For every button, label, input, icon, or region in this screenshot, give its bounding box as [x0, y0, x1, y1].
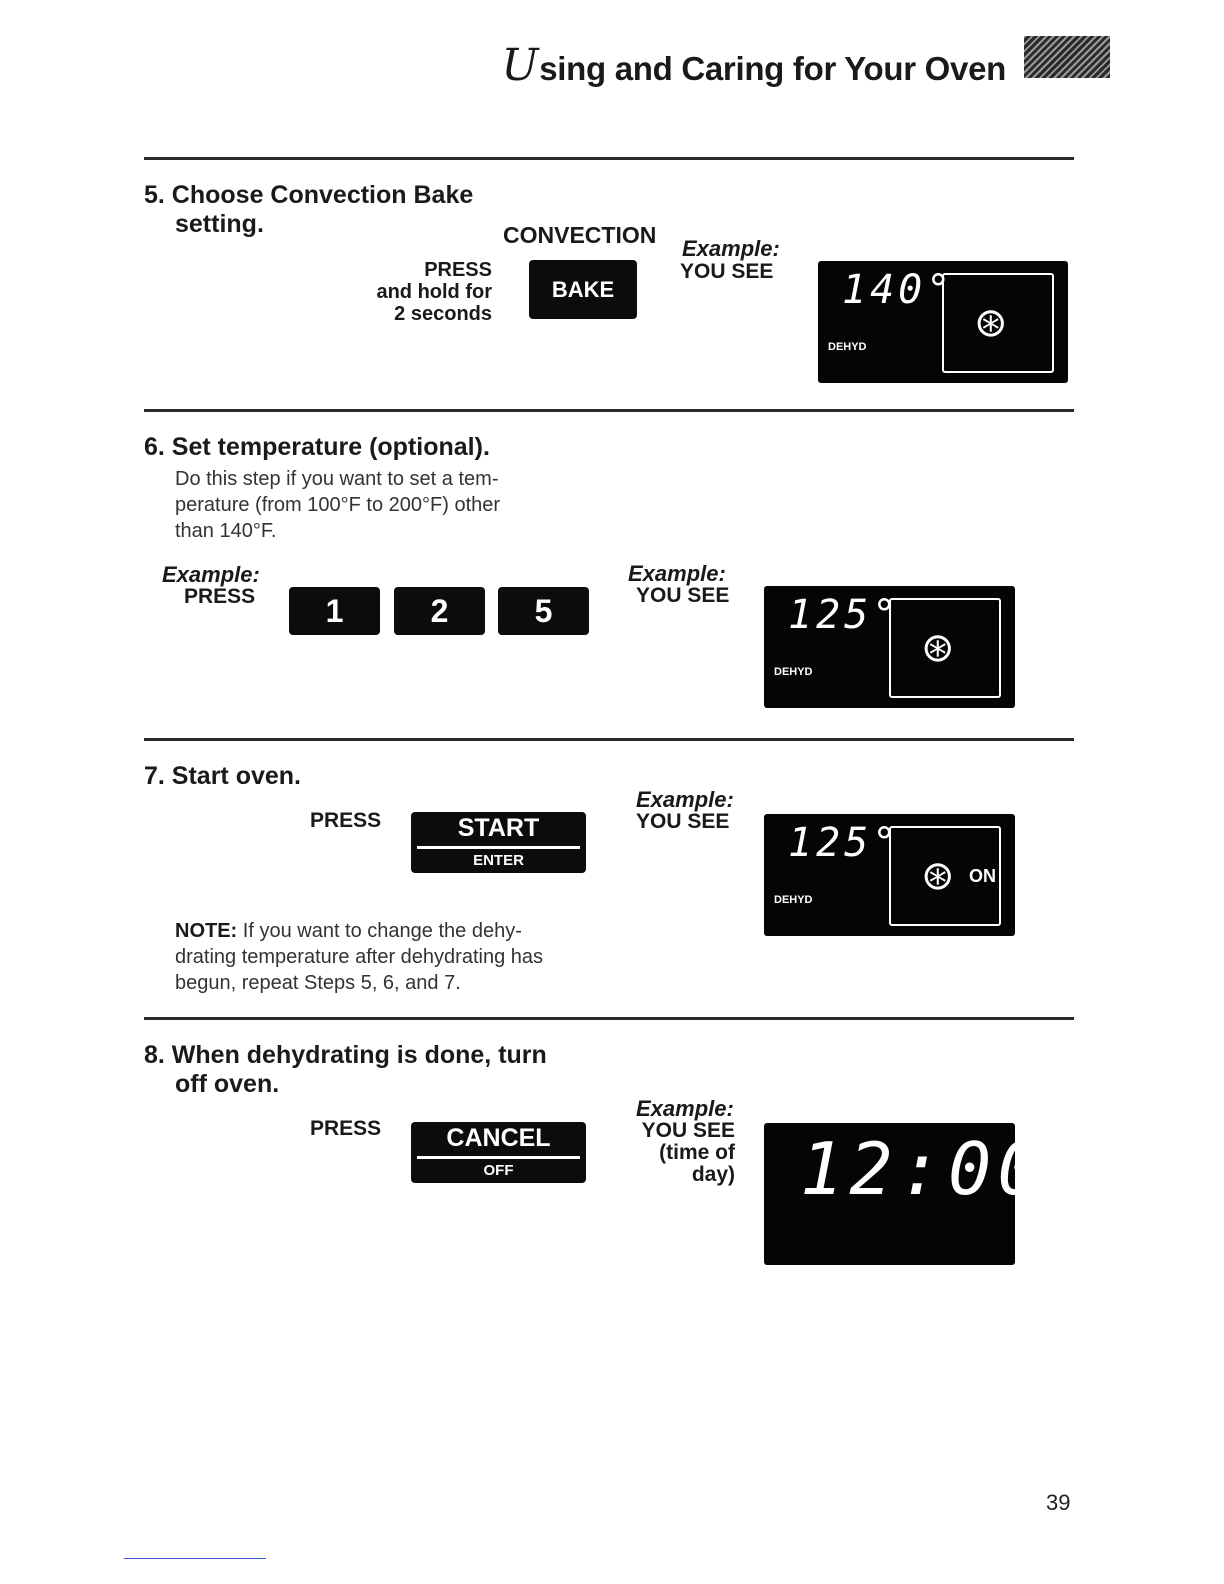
convection-label: CONVECTION — [503, 222, 657, 248]
step6-example-right: Example: — [628, 561, 726, 586]
step6-desc-line-1: Do this step if you want to set a tem- — [175, 468, 499, 490]
step6-press: PRESS — [184, 585, 256, 608]
step8-title-cont: off oven. — [175, 1070, 280, 1098]
step7-title: 7. Start oven. — [144, 762, 301, 790]
fan-icon: ⊛ — [921, 626, 955, 670]
display-temperature: 140° — [842, 267, 955, 313]
step5-title-cont: setting. — [175, 210, 264, 238]
step6-title: 6. Set temperature (optional). — [144, 433, 490, 461]
step5-press-instruction — [300, 259, 492, 325]
off-label: OFF — [483, 1162, 514, 1179]
step8-title: 8. When dehydrating is done, turn — [144, 1041, 547, 1069]
fan-icon: ⊛ — [974, 301, 1008, 345]
step5-title: 5. Choose Convection Bake — [144, 181, 474, 209]
step6-display — [764, 586, 1015, 708]
you-see-line-1: YOU SEE — [641, 1119, 735, 1142]
you-see-line-3: day) — [691, 1163, 735, 1186]
start-enter-button[interactable] — [411, 812, 586, 873]
display-temperature: 125° — [788, 592, 901, 638]
key-divider — [417, 846, 580, 849]
step8-example: Example: — [636, 1096, 734, 1121]
dehyd-indicator: DEHYD — [774, 894, 813, 906]
divider-top — [144, 157, 1074, 160]
key-divider — [417, 1156, 580, 1159]
fan-icon: ⊛ — [921, 854, 955, 898]
fan-on-indicator: ON — [969, 866, 996, 886]
dehyd-indicator: DEHYD — [828, 341, 867, 353]
display-temperature: 125° — [788, 820, 901, 866]
cancel-off-button[interactable] — [411, 1122, 586, 1183]
display-clock: 12:00 — [800, 1127, 1047, 1211]
step7-display — [764, 814, 1015, 936]
fan-indicator-box — [889, 598, 1001, 698]
step7-you-see: YOU SEE — [636, 810, 730, 833]
note-line-1: If you want to change the dehy- — [237, 920, 522, 942]
convection-bake-button[interactable]: BAKE — [529, 260, 637, 319]
page-number: 39 — [1046, 1490, 1071, 1515]
page-header-title — [501, 40, 1006, 91]
dehyd-indicator: DEHYD — [774, 666, 813, 678]
number-key-5[interactable]: 5 — [498, 587, 589, 635]
you-see-line-2: (time of — [659, 1141, 735, 1164]
step8-display — [764, 1123, 1047, 1265]
fan-indicator-box — [889, 826, 1001, 926]
step6-description — [175, 466, 500, 544]
press-line-2: and hold for — [376, 281, 492, 303]
fan-indicator-box — [942, 273, 1054, 373]
press-line-1: PRESS — [424, 259, 492, 281]
cancel-label: CANCEL — [446, 1124, 551, 1152]
note-line-3: begun, repeat Steps 5, 6, and 7. — [175, 972, 461, 994]
step5-display — [818, 261, 1068, 383]
step5-example: Example: — [682, 236, 780, 261]
step6-desc-line-2: perature (from 100°F to 200°F) other — [175, 494, 501, 516]
divider-5-6 — [144, 409, 1074, 412]
step8-you-see — [600, 1120, 735, 1186]
step8-press: PRESS — [310, 1117, 382, 1140]
footer-line — [124, 1558, 266, 1559]
step6-example-left: Example: — [162, 562, 260, 587]
start-label: START — [457, 814, 540, 842]
step6-desc-line-3: than 140°F. — [175, 520, 277, 542]
step6-you-see: YOU SEE — [636, 584, 730, 607]
number-key-1[interactable]: 1 — [289, 587, 380, 635]
divider-7-8 — [144, 1017, 1074, 1020]
brand-logo — [1024, 36, 1110, 78]
step5-you-see: YOU SEE — [680, 260, 774, 283]
press-line-3: 2 seconds — [394, 303, 492, 325]
step7-press: PRESS — [310, 809, 382, 832]
header-title-text: sing and Caring for Your Oven — [539, 50, 1006, 87]
header-title-initial: U — [501, 40, 539, 91]
note-line-2: drating temperature after dehydrating has — [175, 946, 543, 968]
step7-note — [175, 918, 543, 996]
note-label: NOTE: — [175, 920, 238, 942]
divider-6-7 — [144, 738, 1074, 741]
enter-label: ENTER — [473, 852, 524, 869]
step7-example: Example: — [636, 787, 734, 812]
number-key-2[interactable]: 2 — [394, 587, 485, 635]
